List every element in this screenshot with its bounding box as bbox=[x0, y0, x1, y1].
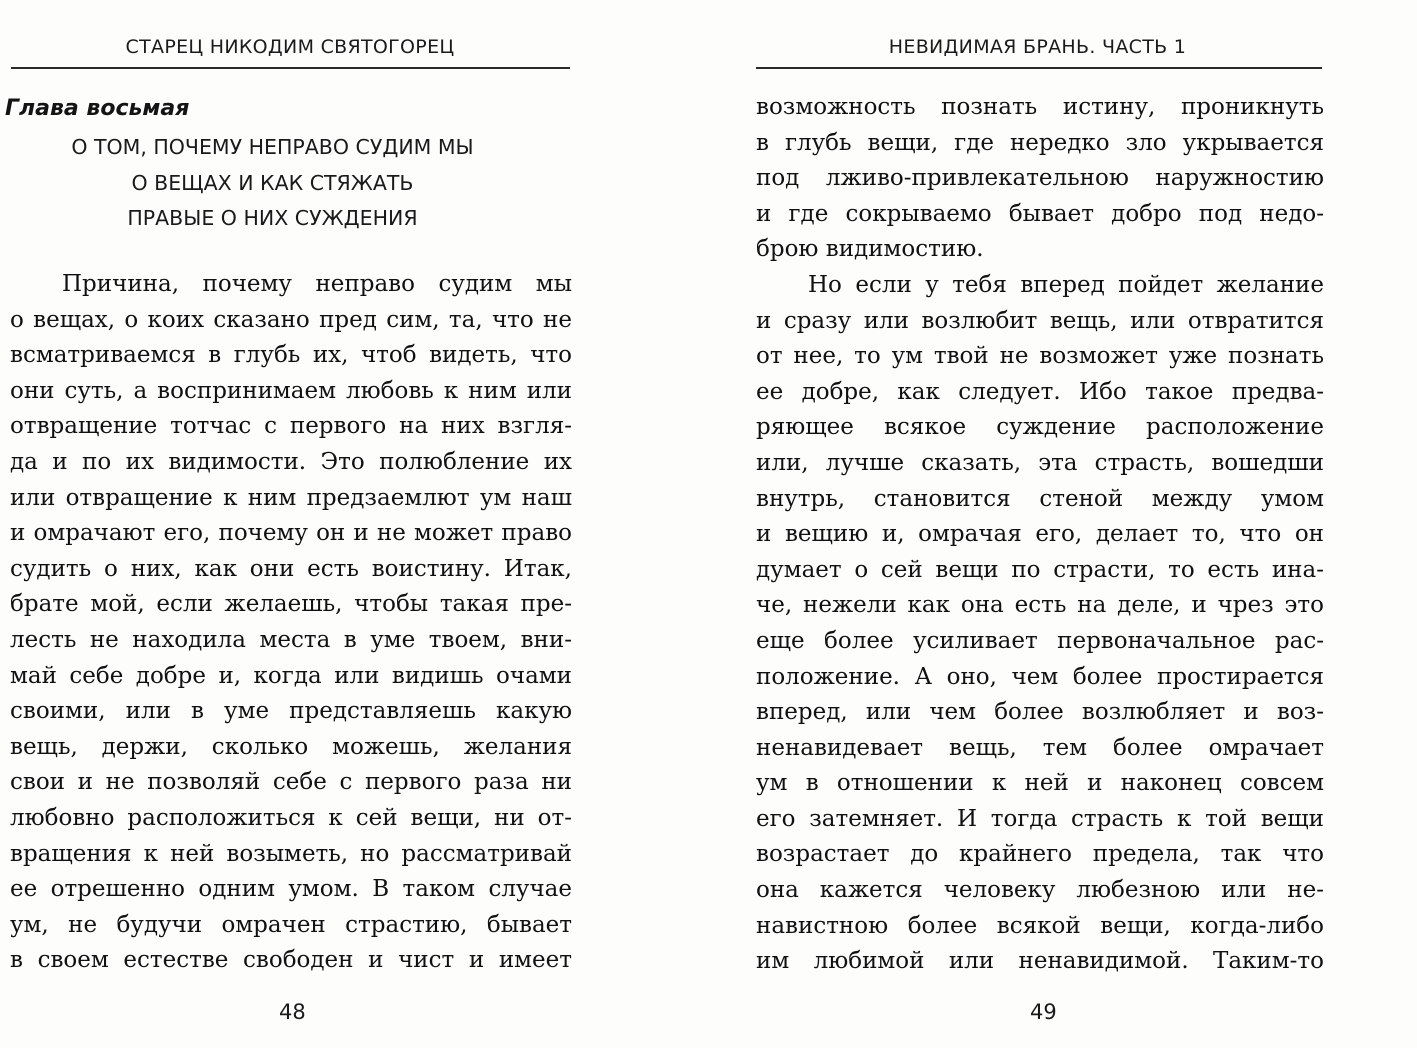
text-line: и сразу или возлюбит вещь, или отвратится bbox=[756, 307, 1324, 334]
text-line: навистною более всякой вещи, когда-либо bbox=[756, 912, 1324, 939]
text-line: лесть не находила места в уме твоем, вни- bbox=[10, 626, 572, 653]
text-line: да и по их видимости. Это полюбление их bbox=[10, 448, 572, 475]
text-line: отвращение тотчас с первого на них взгля- bbox=[10, 413, 572, 440]
text-line: в своем естестве свободен и чист и имеет bbox=[10, 947, 572, 974]
text-line: своими, или в уме представляешь какую bbox=[10, 698, 572, 725]
text-line: любовно расположиться к сей вещи, ни от- bbox=[10, 804, 572, 831]
chapter-title-line: О ТОМ, ПОЧЕМУ НЕПРАВО СУДИМ МЫ bbox=[71, 135, 474, 159]
chapter-title bbox=[0, 130, 545, 237]
text-line: ум, не будучи омрачен страстию, бывает bbox=[10, 911, 572, 938]
text-line: май себе добре и, когда или видишь очами bbox=[10, 662, 572, 689]
right-page bbox=[700, 0, 1417, 1048]
header-rule-left bbox=[11, 67, 570, 69]
text-line: Но если у тебя вперед пойдет желание bbox=[808, 271, 1324, 298]
text-line: ум в отношении к ней и наконец совсем bbox=[756, 770, 1324, 797]
running-head-left: СТАРЕЦ НИКОДИМ СВЯТОГОРЕЦ bbox=[125, 36, 455, 58]
text-line: брою видимостию. bbox=[756, 236, 984, 263]
page-number-left: 48 bbox=[279, 1000, 306, 1024]
text-line: или отвращение к ним предзаемлют ум наш bbox=[10, 484, 572, 511]
page-number-right: 49 bbox=[1030, 1000, 1057, 1024]
text-line: возможность познать истину, проникнуть bbox=[756, 94, 1324, 120]
text-line: внутрь, становится стеной между умом bbox=[756, 485, 1324, 512]
header-rule-right bbox=[756, 67, 1322, 69]
text-line: всматриваемся в глубь их, чтоб видеть, что bbox=[10, 342, 572, 369]
text-line: под лживо-привлекательною наружностию bbox=[756, 165, 1324, 192]
text-line: ее отрешенно одним умом. В таком случае bbox=[10, 876, 572, 903]
text-line: Причина, почему неправо судим мы bbox=[62, 271, 572, 297]
text-line: и омрачают его, почему он и не может право bbox=[10, 520, 572, 547]
body-text-left bbox=[10, 267, 572, 979]
left-page bbox=[0, 0, 590, 1048]
text-line: и вещию и, омрачая его, делает то, что он bbox=[756, 521, 1324, 548]
text-line: возрастает до крайнего предела, так что bbox=[756, 841, 1324, 868]
body-text-right bbox=[756, 90, 1324, 980]
text-line: судить о них, как они есть воистину. Итак, bbox=[10, 555, 572, 582]
text-line: от нее, то ум твой не возможет уже познать bbox=[756, 343, 1324, 370]
chapter-label: Глава восьмая bbox=[5, 96, 190, 121]
text-line: вращения к ней возыметь, но рассматривай bbox=[10, 840, 572, 867]
text-line: че, нежели как она есть на деле, и чрез это bbox=[756, 592, 1324, 619]
running-head-right: НЕВИДИМАЯ БРАНЬ. ЧАСТЬ 1 bbox=[888, 36, 1187, 58]
text-line: думает о сей вещи по страсти, то есть ина- bbox=[756, 556, 1324, 583]
text-line: они суть, а воспринимаем любовь к ним или bbox=[10, 377, 572, 404]
text-line: брате мой, если желаешь, чтобы такая пре- bbox=[10, 591, 572, 618]
text-line: она кажется человеку любезною или не- bbox=[756, 877, 1324, 904]
text-line: его затемняет. И тогда страсть к той вещи bbox=[756, 805, 1324, 832]
text-line: или, лучше сказать, эта страсть, вошедши bbox=[756, 449, 1324, 476]
text-line: вещь, держи, сколько можешь, желания bbox=[10, 733, 572, 760]
chapter-title-line: ПРАВЫЕ О НИХ СУЖДЕНИЯ bbox=[127, 206, 418, 230]
text-line: ее добре, как следует. Ибо такое предва- bbox=[756, 378, 1324, 405]
text-line: ряющее всякое суждение расположение bbox=[756, 414, 1324, 441]
text-line: о вещах, о коих сказано пред сим, та, что не bbox=[10, 306, 572, 333]
text-line: им любимой или ненавидимой. Таким-то bbox=[756, 948, 1324, 975]
text-line: в глубь вещи, где нередко зло укрывается bbox=[756, 129, 1324, 156]
text-line: свои и не позволяй себе с первого раза ни bbox=[10, 769, 572, 796]
text-line: еще более усиливает первоначальное рас- bbox=[756, 627, 1324, 654]
text-line: и где сокрываемо бывает добро под недо- bbox=[756, 200, 1324, 227]
text-line: вперед, или чем более возлюбляет и воз- bbox=[756, 699, 1324, 726]
chapter-title-line: О ВЕЩАХ И КАК СТЯЖАТЬ bbox=[131, 170, 414, 195]
text-line: положение. А оно, чем более простирается bbox=[756, 663, 1324, 690]
text-line: ненавидевает вещь, тем более омрачает bbox=[756, 734, 1324, 761]
